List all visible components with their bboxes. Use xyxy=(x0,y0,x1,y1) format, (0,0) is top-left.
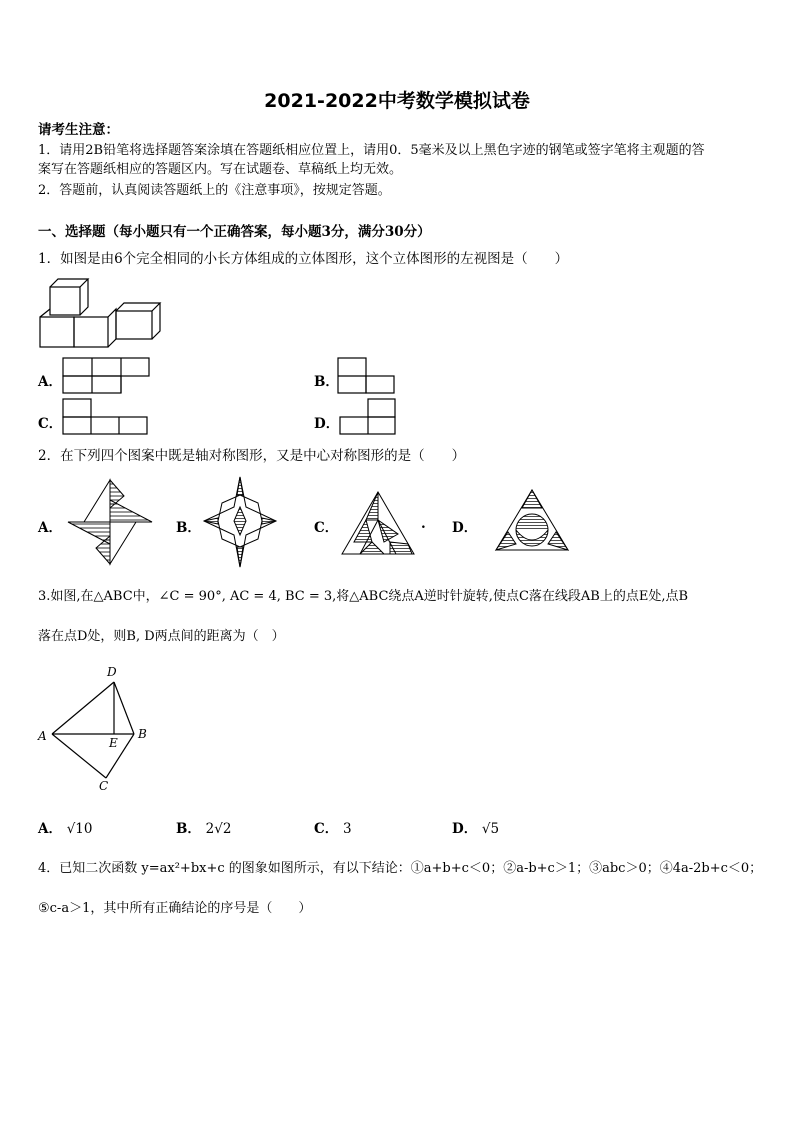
q2-option-b-figure xyxy=(202,475,278,569)
q2-text: 2．在下列四个图案中既是轴对称图形，又是中心对称图形的是（ ） xyxy=(38,448,466,464)
q2-option-d-figure xyxy=(494,488,570,554)
q2-dot: . xyxy=(421,516,426,532)
q3-option-d-value: √5 xyxy=(481,821,500,837)
q2-option-a-figure xyxy=(66,478,154,566)
q3-label-d: D xyxy=(107,665,117,679)
q3-triangle-figure xyxy=(36,662,156,792)
q3-label-b: B xyxy=(138,727,147,741)
q1-solid-figure xyxy=(36,277,166,351)
page-title: 2021-2022中考数学模拟试卷 xyxy=(264,90,530,112)
q1-text: 1．如图是由6个完全相同的小长方体组成的立体图形，这个立体图形的左视图是（ ） xyxy=(38,251,569,267)
q3-option-d-label: D． xyxy=(452,821,478,837)
q1-option-d-figure xyxy=(339,398,399,436)
q1-option-b-figure xyxy=(337,357,397,395)
q1-option-d[interactable]: D． xyxy=(314,416,340,432)
q3-option-d[interactable] xyxy=(452,817,499,837)
notice-heading: 请考生注意： xyxy=(38,122,119,138)
q2-option-c[interactable]: C． xyxy=(314,520,339,536)
q3-option-b[interactable] xyxy=(176,817,231,837)
q4-line-1: 4．已知二次函数 y=ax²+bx+c 的图象如图所示，有以下结论：①a+b+c＜0；②a-b+c＞1；③abc＞0；④4a-2b+c＜0； xyxy=(38,861,763,876)
q3-label-e: E xyxy=(109,736,118,750)
q2-option-a[interactable]: A． xyxy=(38,520,62,536)
q2-option-c-figure xyxy=(340,490,416,556)
q3-line-2: 落在点D处，则B, D两点间的距离为（ ） xyxy=(38,629,285,644)
q3-option-c[interactable] xyxy=(314,817,352,837)
notice-line-1b: 案写在答题纸相应的答题区内。写在试题卷、草稿纸上均无效。 xyxy=(38,162,403,177)
q3-option-c-value: 3 xyxy=(342,821,352,837)
q1-option-c-figure xyxy=(62,398,152,436)
section-heading: 一、选择题（每小题只有一个正确答案，每小题3分，满分30分） xyxy=(38,224,431,240)
notice-line-1a: 1．请用2B铅笔将选择题答案涂填在答题纸相应位置上，请用0．5毫米及以上黑色字迹的钢笔或签字笔将主观题的答 xyxy=(38,143,705,158)
notice-line-2: 2．答题前，认真阅读答题纸上的《注意事项》，按规定答题。 xyxy=(38,183,391,198)
q3-option-a-label: A． xyxy=(38,821,62,837)
q1-option-a-figure xyxy=(62,357,152,395)
q1-option-b[interactable]: B． xyxy=(314,374,339,390)
q3-option-b-value: 2√2 xyxy=(205,821,232,837)
q3-line-1: 3.如图,在△ABC中，∠C = 90°, AC = 4, BC = 3,将△ABC绕点A逆时针旋转,使点C落在线段AB上的点E处,点B xyxy=(38,589,689,604)
q3-option-a-value: √10 xyxy=(66,821,93,837)
q3-option-a[interactable] xyxy=(38,817,92,837)
q3-option-c-label: C． xyxy=(314,821,339,837)
q3-option-b-label: B． xyxy=(176,821,201,837)
q4-line-2: ⑤c-a＞1，其中所有正确结论的序号是（ ） xyxy=(38,901,312,916)
q2-option-b[interactable]: B． xyxy=(176,520,201,536)
q3-label-c: C xyxy=(99,779,109,793)
q1-option-c[interactable]: C． xyxy=(38,416,63,432)
q2-option-d[interactable]: D． xyxy=(452,520,478,536)
q1-option-a[interactable]: A． xyxy=(38,374,62,390)
q3-label-a: A xyxy=(38,729,47,743)
